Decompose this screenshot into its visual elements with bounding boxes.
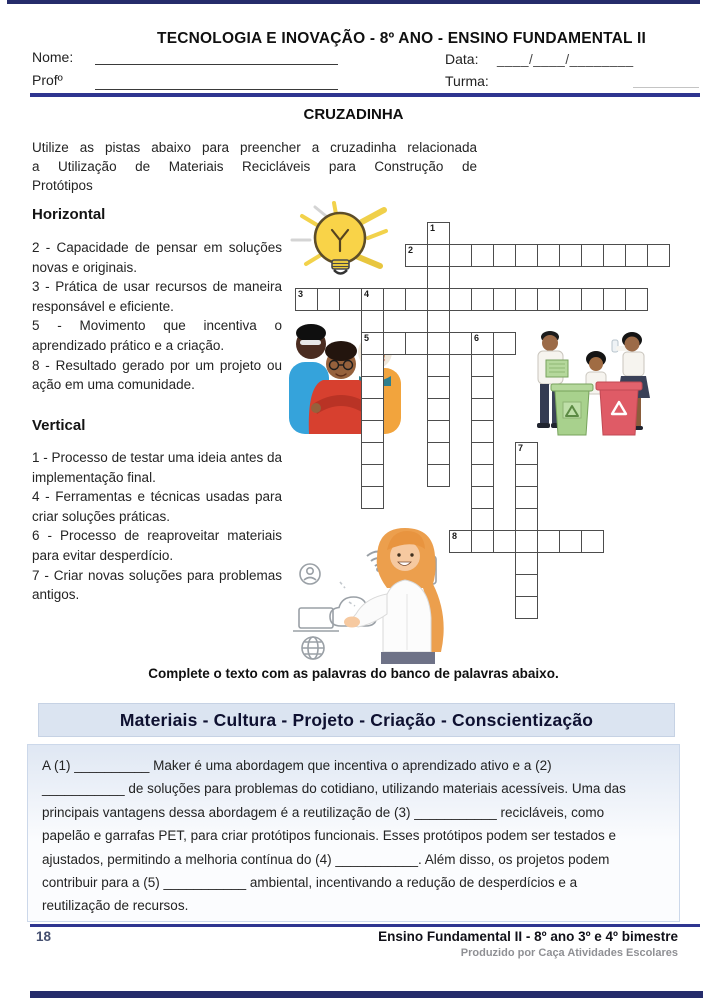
crossword-cell[interactable] [427, 464, 450, 487]
paragraph-line: papelão e garrafas PET, para criar protótipos funcionais. Esses protótipos podem ser testados e [42, 828, 617, 844]
paragraph-line: A (1) __________ Maker é uma abordagem que incentiva o aprendizado ativo e a (2) [42, 758, 552, 773]
crossword-cell[interactable] [405, 244, 428, 267]
vertical-clue: 4 - Ferramentas e técnicas usadas para criar soluções práticas. [32, 489, 282, 524]
crossword-cell[interactable] [405, 288, 428, 311]
crossword-cell[interactable] [361, 486, 384, 509]
crossword-cell[interactable] [493, 530, 516, 553]
crossword-cell[interactable] [625, 244, 648, 267]
header-title: TECNOLOGIA E INOVAÇÃO - 8º ANO - ENSINO FUNDAMENTAL II [157, 30, 646, 47]
footer-divider [30, 924, 700, 927]
crossword-cell[interactable] [339, 288, 362, 311]
crossword-cell[interactable] [581, 244, 604, 267]
vertical-clue: 6 - Processo de reaproveitar materiais para evitar desperdício. [32, 528, 282, 563]
footer-subtitle: Produzido por Caça Atividades Escolares [460, 947, 678, 959]
vertical-clue: 7 - Criar novas soluções para problemas antigos. [32, 567, 282, 603]
crossword-cell[interactable] [383, 332, 406, 355]
crossword-cell[interactable] [405, 332, 428, 355]
turma-field[interactable] [633, 73, 699, 88]
crossword-cell[interactable] [603, 244, 626, 267]
crossword-cell[interactable] [427, 288, 450, 311]
bottom-border-bar [30, 991, 703, 998]
crossword-cell[interactable] [361, 442, 384, 465]
crossword-cell[interactable] [537, 288, 560, 311]
crossword-cell[interactable] [427, 266, 450, 289]
crossword-cell[interactable] [361, 354, 384, 377]
vertical-heading: Vertical [32, 417, 86, 434]
crossword-cell[interactable] [471, 508, 494, 531]
crossword-cell[interactable] [471, 530, 494, 553]
instructions [32, 138, 477, 196]
crossword-cell[interactable] [515, 288, 538, 311]
crossword-cell[interactable] [383, 288, 406, 311]
crossword-cell[interactable] [471, 288, 494, 311]
crossword-cell[interactable] [625, 288, 648, 311]
paragraph-line: ajustados, permitindo a melhoria contínua do (4) ___________. Além disso, os projetos podem [42, 851, 610, 867]
crossword-cell[interactable] [361, 288, 384, 311]
paragraph-line: ___________ de soluções para problemas do cotidiano, utilizando materiais acessíveis. Uma das [42, 781, 626, 797]
crossword-cell[interactable] [427, 222, 450, 245]
crossword-cell[interactable] [471, 486, 494, 509]
crossword-number: 4 [364, 289, 370, 299]
nome-field[interactable] [95, 49, 338, 65]
turma-label: Turma: [445, 73, 489, 89]
crossword-cell[interactable] [449, 332, 472, 355]
crossword-cell[interactable] [603, 288, 626, 311]
crossword-cell[interactable] [515, 530, 538, 553]
crossword-cell[interactable] [449, 288, 472, 311]
crossword-cell[interactable] [361, 420, 384, 443]
crossword-cell[interactable] [581, 288, 604, 311]
globe-icon [302, 637, 324, 659]
crossword-cell[interactable] [427, 310, 450, 333]
paragraph-line: principais vantagens dessa abordagem é a reutilização de (3) ___________ recicláveis, como [42, 804, 605, 820]
horizontal-clue: 5 - Movimento que incentiva o aprendizado prático e a criação. [32, 318, 282, 353]
fill-in-paragraph [27, 744, 680, 922]
horizontal-clue: 2 - Capacidade de pensar em soluções novas e originais. [32, 240, 282, 275]
crossword-number: 1 [430, 223, 436, 233]
crossword-cell[interactable] [361, 464, 384, 487]
horizontal-clues [32, 238, 282, 395]
crossword-cell[interactable] [361, 332, 384, 355]
crossword-cell[interactable] [295, 288, 318, 311]
crossword-cell[interactable] [361, 398, 384, 421]
crossword-cell[interactable] [515, 574, 538, 597]
crossword-cell[interactable] [471, 332, 494, 355]
data-label: Data: [445, 51, 479, 67]
crossword-cell[interactable] [317, 288, 340, 311]
instructions-line: Utilize as pistas abaixo para preencher a cruzadinha relacionada [32, 140, 477, 155]
crossword-number: 7 [518, 443, 524, 453]
prof-label: Profº [32, 72, 63, 88]
paragraph-line: reutilização de recursos. [42, 898, 189, 914]
crossword-cell[interactable] [471, 464, 494, 487]
page-number: 18 [36, 929, 52, 944]
crossword-cell[interactable] [471, 354, 494, 377]
crossword-cell[interactable] [449, 530, 472, 553]
footer-title: Ensino Fundamental II - 8º ano 3º e 4º bimestre [378, 929, 678, 944]
crossword-number: 6 [474, 333, 480, 343]
crossword-cell[interactable] [471, 244, 494, 267]
crossword-cell[interactable] [427, 376, 450, 399]
crossword-cell[interactable] [361, 376, 384, 399]
crossword-number: 5 [364, 333, 370, 343]
crossword-cell[interactable] [559, 288, 582, 311]
crossword-cell[interactable] [515, 464, 538, 487]
data-field[interactable]: ____/____/________ [497, 52, 634, 67]
horizontal-clue: 8 - Resultado gerado por um projeto ou ação em uma comunidade. [32, 357, 282, 393]
vertical-clues [32, 448, 282, 605]
crossword-cell[interactable] [427, 332, 450, 355]
crossword-cell[interactable] [427, 420, 450, 443]
horizontal-clue: 3 - Prática de usar recursos de maneira responsável e eficiente. [32, 279, 282, 314]
crossword-cell[interactable] [515, 508, 538, 531]
prof-field[interactable] [95, 74, 338, 90]
crossword-cell[interactable] [515, 552, 538, 575]
instructions-line: a Utilização de Materiais Recicláveis para Construção de [32, 159, 477, 175]
crossword-cell[interactable] [471, 398, 494, 421]
crossword-cell[interactable] [559, 244, 582, 267]
crossword-cell[interactable] [427, 354, 450, 377]
crossword-cell[interactable] [361, 310, 384, 333]
horizontal-heading: Horizontal [32, 206, 106, 223]
crossword-cell[interactable] [515, 244, 538, 267]
instructions-line: Protótipos [32, 178, 93, 194]
crossword-cell[interactable] [515, 596, 538, 619]
crossword-grid [295, 222, 695, 622]
crossword-number: 3 [298, 289, 304, 299]
crossword-cell[interactable] [581, 530, 604, 553]
crossword-cell[interactable] [493, 244, 516, 267]
crossword-number: 2 [408, 245, 414, 255]
crossword-number: 8 [452, 531, 458, 541]
header-divider [30, 93, 700, 97]
crossword-cell[interactable] [537, 530, 560, 553]
crossword-cell[interactable] [493, 288, 516, 311]
crossword-cell[interactable] [493, 332, 516, 355]
crossword-cell[interactable] [427, 442, 450, 465]
crossword-cell[interactable] [471, 376, 494, 399]
crossword-cell[interactable] [559, 530, 582, 553]
crossword-cell[interactable] [537, 244, 560, 267]
word-bank: Materiais - Cultura - Projeto - Criação - Conscientização [38, 703, 675, 737]
crossword-cell[interactable] [471, 442, 494, 465]
crossword-cell[interactable] [515, 442, 538, 465]
page-title: CRUZADINHA [303, 106, 404, 123]
paragraph-line: contribuir para a (5) ___________ ambiental, incentivando a redução de desperdícios e a [42, 875, 578, 891]
fill-in-instruction: Complete o texto com as palavras do banco de palavras abaixo. [148, 666, 559, 681]
crossword-cell[interactable] [647, 244, 670, 267]
crossword-cell[interactable] [427, 398, 450, 421]
crossword-cell[interactable] [449, 244, 472, 267]
crossword-cell[interactable] [515, 486, 538, 509]
crossword-cell[interactable] [471, 420, 494, 443]
nome-label: Nome: [32, 49, 74, 65]
vertical-clue: 1 - Processo de testar uma ideia antes da implementação final. [32, 450, 282, 485]
crossword-cell[interactable] [427, 244, 450, 267]
top-border-bar [7, 0, 700, 4]
